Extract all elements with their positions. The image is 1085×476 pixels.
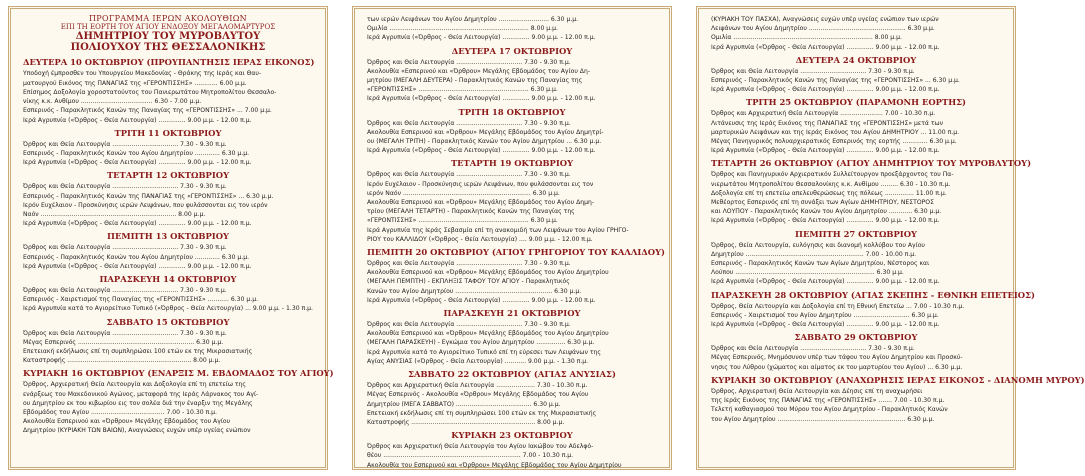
day-heading: ΠΕΜΠΤΗ 27 ΟΚΤΩΒΡΙΟΥ bbox=[795, 228, 917, 239]
service-line: Ιερά Αγρυπνία («Όρθρος - Θεία Λειτουργία) .............. 9.00 μ.μ. - 12.00 π.μ. bbox=[367, 95, 596, 103]
service-line: Μέγας Εσπερινός, Μνημόσυνον υπέρ των τάφου του Αγίου Δημητρίου και Προσκύ- bbox=[711, 354, 963, 362]
service-line: Ιερά Αγρυπνία («Όρθρος - Θεία Λειτουργία) .............. 9.00 μ.μ. - 12.00 π.μ. bbox=[711, 278, 940, 286]
service-line: Ομιλία ........................................................................ 8.00 μ.μ. bbox=[711, 34, 902, 42]
service-line: (ΚΥΡΙΑΚΗ ΤΟΥ ΠΑΣΧΑ), Αναγνώσεις ευχών υπέρ υγείας ενώπιον των ιερών bbox=[711, 16, 939, 23]
service-line: και ΛΟΥΠΟΥ - Παρακλητικός Κανών του Αγίου Δημητρίου ............ 6.30 μ.μ. bbox=[711, 208, 942, 216]
day-heading: ΤΕΤΑΡΤΗ 26 ΟΚΤΩΒΡΙΟΥ (ΑΓΙΟΥ ΔΗΜΗΤΡΙΟΥ ΤΟΥ ΜΥΡΟΒΛΥΤΟΥ) bbox=[711, 158, 1032, 169]
service-line: Μέγας Εσπερινός ............................................................ 6.30 μ.μ. bbox=[23, 338, 224, 346]
day-heading: ΠΑΡΑΣΚΕΥΗ 14 ΟΚΤΩΒΡΙΟΥ bbox=[99, 273, 237, 284]
service-line: Ομιλία ........................................................................ 8.00 μ.μ. bbox=[367, 25, 558, 33]
service-line: Όρθρος και Θεία Λειτουργία .................................. 7.30 - 9.30 π.μ. bbox=[367, 260, 571, 268]
day-heading: ΚΥΡΙΑΚΗ 30 ΟΚΤΩΒΡΙΟΥ (ΑΝΑΧΩΡΗΣΙΣ ΙΕΡΑΣ ΕΙΚΟΝΟΣ - ΔΙΑΝΟΜΗ ΜΥΡΟΥ) bbox=[711, 374, 1085, 385]
service-line: (ΜΕΓΑΛΗ ΠΕΜΠΤΗ) - ΕΚΠΛΗΞΙΣ ΤΑΦΟΥ ΤΟΥ ΑΓΙΟΥ - Παρακλητικός bbox=[367, 278, 570, 286]
service-line: Εσπερινός - Παρακλητικός Κανών του Αγίου Δημητρίου ............. 6.30 μ.μ. bbox=[23, 149, 250, 157]
service-line: Ακολουθία Εσπερινού και «Όρθρου» Μεγάλης Εβδομάδος του Αγίου bbox=[23, 418, 231, 426]
day-heading: ΣΑΒΒΑΤΟ 29 ΟΚΤΩΒΡΙΟΥ bbox=[794, 332, 918, 343]
service-line: Ακολουθία Εσπερινού και «Όρθρου» Μεγάλης Εβδομάδος του Αγίου Δημητρί- bbox=[367, 128, 604, 136]
service-line: Λιτάνευσις της Ιεράς Εικόνος της ΠΑΝΑΓΙΑΣ της «ΓΕΡΟΝΤΙΣΣΗΣ» μετά των bbox=[711, 119, 943, 127]
service-line: Μέγας Πανηγυρικός πολυαρχιερατικός Εσπερινός της εορτής ............. 6.30 μ.μ. bbox=[711, 138, 957, 146]
service-line: Μεθέορτος Εσπερινός επί τη συνάξει των Αγίων ΔΗΜΗΤΡΙΟΥ, ΝΕΣΤΟΡΟΣ bbox=[711, 199, 934, 207]
service-line: ιερόν Ναόν .................................................................. 6.30 μ.μ. bbox=[367, 189, 560, 197]
header-line-1: ΠΡΟΓΡΑΜΜΑ ΙΕΡΩΝ ΑΚΟΛΟΥΘΙΩΝ bbox=[89, 14, 247, 23]
schedule-column-1 bbox=[8, 6, 334, 470]
header-line-3: ΔΗΜΗΤΡΙΟΥ ΤΟΥ ΜΥΡΟΒΛΥΤΟΥ bbox=[75, 31, 261, 43]
service-line: Εσπερινός - Παρακλητικός Κανών της Παναγίας της «ΓΕΡΟΝΤΙΣΣΗΣ» ... 6.30 μ.μ. bbox=[711, 77, 960, 85]
service-line: ου Δημητρίου εκ του κιβωρίου εις τον σολέα διά την έναρξιν της Μεγάλης bbox=[23, 399, 253, 407]
day-heading: ΚΥΡΙΑΚΗ 16 ΟΚΤΩΒΡΙΟΥ (ΕΝΑΡΞΙΣ Μ. ΕΒΔΟΜΑΔΟΣ ΤΟΥ ΑΓΙΟΥ) bbox=[23, 368, 334, 379]
day-heading: ΠΑΡΑΣΚΕΥΗ 21 ΟΚΤΩΒΡΙΟΥ bbox=[443, 308, 581, 319]
service-line: Λούπου ........................................................................ 6.30 μ.μ. bbox=[711, 269, 904, 277]
service-line: Ιερόν Ευχέλαιον - Προσκύνησις ιερών Λειψάνων, που φυλάσσονται εις τον ιερόν bbox=[23, 201, 268, 209]
service-line: Όρθρος και Θεία Λειτουργία .................................. 7.30 - 9.30 π.μ. bbox=[367, 321, 571, 329]
service-line: Όρθρος, Θεία Λειτουργία και Δοξολογία επί τη Εθνική Επετείω ... 7.00 - 10.30 π.μ. bbox=[711, 302, 965, 310]
service-line: του Αγίου Δημητρίου .................................................................. 6.30 μ.μ. bbox=[711, 415, 935, 423]
service-line: Ιερά Αγρυπνία («Όρθρος - Θεία Λειτουργία) .............. 9.00 μ.μ. - 12.00 π.μ. bbox=[23, 159, 252, 167]
service-line: ου (ΜΕΓΑΛΗ ΤΡΙΤΗ) - Παρακλητικός Κανών του Αγίου Δημητρίου ... 6.30 μ.μ. bbox=[367, 138, 602, 146]
day-heading: ΠΕΜΠΤΗ 13 ΟΚΤΩΒΡΙΟΥ bbox=[107, 231, 229, 242]
service-line: μητρίου (ΜΕΓΑΛΗ ΔΕΥΤΕΡΑ) - Παρακλητικός Κανών της Παναγίας της bbox=[367, 77, 583, 85]
service-line: θέου ....................................................................... 7.00 - 10.30 π.μ. bbox=[367, 452, 574, 460]
service-line: Αγίας ΑΝΥΣΙΑΣ («Όρθρος - Θεία Λειτουργία) ........... 9.00 μ.μ. - 1.30 π.μ. bbox=[367, 357, 589, 365]
service-line: Ιερά Αγρυπνία («Όρθρος - Θεία Λειτουργία) .............. 9.00 μ.μ. - 12.00 π.μ. bbox=[23, 220, 252, 228]
day-heading: ΠΕΜΠΤΗ 20 ΟΚΤΩΒΡΙΟΥ (ΑΓΙΟΥ ΓΡΗΓΟΡΙΟΥ ΤΟΥ ΚΑΛΛΙΔΟΥ) bbox=[367, 247, 666, 258]
service-line: Όρθρος και Θεία Λειτουργία .................................. 7.30 - 9.30 π.μ. bbox=[23, 244, 227, 252]
service-line: Επετειακή εκδήλωσις επί τη συμπληρώσει 100 ετών εκ της Μικρασιατικής bbox=[23, 347, 253, 355]
service-line: Όρθρος και Θεία Λειτουργία .................................. 7.30 - 9.30 π.μ. bbox=[23, 183, 227, 191]
service-line: Όρθρος, Αρχιερατική Θεία Λειτουργία και Δέησις επί τη αναχωρήσει bbox=[711, 387, 923, 395]
service-line: Επετειακή εκδήλωσις επί τη συμπληρώσει 100 ετών εκ της Μικρασιατικής bbox=[367, 409, 597, 417]
service-line: Δημητρίου (ΜΕΓΑ ΣΑΒΒΑΤΟ) ....................................... 6.30 μ.μ. bbox=[367, 400, 561, 408]
service-line: Εσπερινός - Παρακλητικός Κανών των Αγίων Δημητρίου, Νέστορος και bbox=[711, 260, 930, 268]
service-line: Ακολουθία Εσπερινού και «Όρθρου» Μεγάλης Εβδομάδος του Αγίου Δημη- bbox=[367, 199, 595, 207]
day-heading: ΚΥΡΙΑΚΗ 23 ΟΚΤΩΒΡΙΟΥ bbox=[451, 430, 573, 441]
service-line: «ΓΕΡΟΝΤΙΣΣΗΣ» ......................................................... 6.30 μ.μ. bbox=[367, 217, 558, 225]
day-heading: ΤΡΙΤΗ 18 ΟΚΤΩΒΡΙΟΥ bbox=[458, 106, 566, 117]
service-line: Δοξολογία επί τη επετείω απελευθερώσεως της πόλεως ............... 11.00 π.μ. bbox=[711, 189, 947, 197]
schedule-column-2 bbox=[352, 6, 672, 470]
service-line: Καταστροφής ................................................................ 8.00 μ.μ. bbox=[367, 418, 565, 426]
service-line: νησις του Λύθρου (χώματος και αίματος εκ του μαρτυρίου του Αγίου) ... 6.30 μ.μ. bbox=[711, 363, 963, 371]
schedule-column-3 bbox=[696, 6, 1085, 470]
service-line: Ιερά Αγρυπνία («Όρθρος - Θεία Λειτουργία) .............. 9.00 μ.μ. - 12.00 π.μ. bbox=[23, 262, 252, 270]
service-line: Όρθρος και Πανηγυρικόν Αρχιερατικόν Συλλείτουργον προεξάρχοντος του Πα- bbox=[711, 171, 954, 179]
service-line: Όρθρος και Θεία Λειτουργία .................................. 7.30 - 9.30 π.μ. bbox=[23, 329, 227, 337]
service-line: Εβδομάδος του Αγίου ...................................... 7.00 - 10.30 π.μ. bbox=[23, 408, 217, 416]
service-line: ματουργού Εικόνος της ΠΑΝΑΓΙΑΣ της «ΓΕΡΟΝΤΙΣΣΗΣ» ............ 6.00 μ.μ. bbox=[23, 79, 247, 87]
service-line: Ιερά Αγρυπνία κατά το Αγιορείτικο Τυπικό επί τη εύρεσει των Λειψάνων της bbox=[367, 348, 601, 356]
service-line: Εσπερινός - Χαιρετισμοί του Αγίου Δημητρίου ............................. 6.30 μ.μ. bbox=[711, 311, 939, 319]
day-heading: ΣΑΒΒΑΤΟ 22 ΟΚΤΩΒΡΙΟΥ (ΑΓΙΑΣ ΑΝΥΣΙΑΣ) bbox=[408, 369, 616, 380]
day-heading: ΤΕΤΑΡΤΗ 19 ΟΚΤΩΒΡΙΟΥ bbox=[450, 158, 574, 169]
service-line: Ιερά Αγρυπνία («Όρθρος - Θεία Λειτουργία) .............. 9.00 μ.μ. - 12.00 π.μ. bbox=[711, 217, 940, 225]
service-line: Ακολουθία Εσπερινού και «Όρθρου» Μεγάλης Εβδομάδος του Αγίου Δημητρίου bbox=[367, 330, 609, 338]
service-line: της Ιεράς Εικόνος της ΠΑΝΑΓΙΑΣ της «ΓΕΡΟΝΤΙΣΣΗΣ» ....... 7.00 - 10.30 π.μ. bbox=[711, 397, 945, 405]
service-line: Ιερά Αγρυπνία κατά το Αγιορείτικο Τυπικό («Όρθρος - Θεία Λειτουργία) ... 9.00 μ.μ. - 1.30 π.μ. bbox=[23, 305, 313, 313]
service-line: «ΓΕΡΟΝΤΙΣΣΗΣ» ......................................................... 6.30 μ.μ. bbox=[367, 86, 558, 94]
service-line: Όρθρος και Θεία Λειτουργία .................................. 7.30 - 9.30 π.μ. bbox=[711, 345, 915, 353]
service-line: Όρθρος και Θεία Λειτουργία .................................. 7.30 - 9.30 π.μ. bbox=[367, 171, 571, 179]
service-line: Ιερά Αγρυπνία («Όρθρος - Θεία Λειτουργία) .............. 9.00 μ.μ. - 12.00 π.μ. bbox=[367, 34, 596, 42]
service-line: Όρθρος, Αρχιερατική Θεία Λειτουργία και Δοξολογία επί τη επετείω της bbox=[23, 381, 247, 389]
service-line: Ιερά Αγρυπνία («Όρθρος - Θεία Λειτουργία) .............. 9.00 μ.μ. - 12.00 π.μ. bbox=[367, 296, 596, 304]
service-line: (ΜΕΓΑΛΗ ΠΑΡΑΣΚΕΥΗ) - Εγκώμια του Αγίου Δημητρίου ............... 6.30 μ.μ. bbox=[367, 339, 595, 347]
service-line: ενάρξεως του Μακεδονικού Αγώνος, μεταφορά της Ιεράς Λάρνακος του Αγί- bbox=[23, 390, 259, 398]
service-line: νίκης κ.κ. Ανθίμου ..................................... 6.30 - 7.00 μ.μ. bbox=[23, 98, 202, 106]
service-line: Μέγας Εσπερινός - Ακολουθία «Όρθρου» Μεγάλης Εβδομάδος του Αγίου bbox=[367, 391, 589, 399]
service-line: Λειψάνων του Αγίου Δημητρίου .................................................. 6.30 μ.μ. bbox=[711, 25, 935, 33]
service-line: Καταστροφής ................................................................ 8.00 μ.μ. bbox=[23, 357, 221, 365]
service-line: Ναόν ...................................................................... 8.00 μ.μ. bbox=[23, 210, 206, 218]
service-line: νιερωτάτου Μητροπολίτου Θεσσαλονίκης κ.κ. Ανθίμου ......... 6.30 - 10.30 π.μ. bbox=[711, 180, 951, 188]
service-line: ΡΙΟΥ του ΚΑΛΛΙΔΟΥ («Όρθρος - Θεία Λειτουργία) .... 9.00 μ.μ. - 12.00 π.μ. bbox=[367, 235, 593, 243]
service-line: Ιερά Αγρυπνία («Όρθρος - Θεία Λειτουργία) .............. 9.00 μ.μ. - 12.00 π.μ. bbox=[711, 321, 940, 329]
service-line: Όρθρος και Θεία Λειτουργία .................................. 7.30 - 9.30 π.μ. bbox=[367, 119, 571, 127]
service-line: Εσπερινός - Χαιρετισμοί της Παναγίας της «ΓΕΡΟΝΤΙΣΣΗΣ» ........... 6.30 μ.μ. bbox=[23, 296, 259, 304]
day-heading: ΔΕΥΤΕΡΑ 10 ΟΚΤΩΒΡΙΟΥ (ΠΡΟΥΠΑΝΤΗΣΙΣ ΙΕΡΑΣ ΕΙΚΟΝΟΣ) bbox=[23, 57, 315, 68]
service-line: Εσπερινός - Παρακλητικός Κανών του Αγίου Δημητρίου ............. 6.30 μ.μ. bbox=[23, 253, 250, 261]
service-line: Όρθρος, Θεία Λειτουργία, ευλόγησις και διανομή κολλύβου του Αγίου bbox=[711, 241, 925, 249]
service-line: μαρτυρικών Λειψάνων και της Ιεράς Εικόνος του Αγίου ΔΗΜΗΤΡΙΟΥ ... 11.00 π.μ. bbox=[711, 128, 960, 136]
day-heading: ΤΡΙΤΗ 25 ΟΚΤΩΒΡΙΟΥ (ΠΑΡΑΜΟΝΗ ΕΟΡΤΗΣ) bbox=[745, 97, 967, 108]
service-line: Κανών του Αγίου Δημητρίου .................................................. 6.30 μ.μ. bbox=[367, 287, 582, 295]
service-line: Ιερά Αγρυπνία («Όρθρος - Θεία Λειτουργία) .............. 9.00 μ.μ. - 12.00 π.μ. bbox=[23, 116, 252, 124]
service-line: Ακολουθία Εσπερινού και «Όρθρου» Μεγάλης Εβδομάδος του Αγίου Δημητρίου bbox=[367, 269, 609, 277]
day-heading: ΤΡΙΤΗ 11 ΟΚΤΩΒΡΙΟΥ bbox=[114, 127, 222, 138]
service-line: Επίσημος Δοξολογία χοροστατούντος του Πανιερωτάτου Μητροπολίτου Θεσσαλο- bbox=[23, 88, 277, 96]
service-line: Ακολουθία «Εσπερινού και «Όρθρου» Μεγάλης Εβδομάδος του Αγίου Δη- bbox=[367, 67, 591, 75]
service-line: τρίου (ΜΕΓΑΛΗ ΤΕΤΑΡΤΗ) - Παρακλητικός Κανών της Παναγίας της bbox=[367, 208, 575, 216]
day-heading: ΣΑΒΒΑΤΟ 15 ΟΚΤΩΒΡΙΟΥ bbox=[106, 316, 230, 327]
service-line: Ιερά Αγρυπνία («Όρθρος - Θεία Λειτουργία) .............. 9.00 μ.μ. - 12.00 π.μ. bbox=[711, 86, 940, 94]
day-heading: ΔΕΥΤΕΡΑ 24 ΟΚΤΩΒΡΙΟΥ bbox=[795, 54, 917, 65]
service-line: Ιερά Αγρυπνία («Όρθρος - Θεία Λειτουργία) .............. 9.00 μ.μ. - 12.00 π.μ. bbox=[711, 147, 940, 155]
service-line: Όρθρος και Αρχιερατική Θεία Λειτουργία ...................... 7.00 - 10.30 π.μ. bbox=[711, 110, 936, 118]
service-line: Δημητρίου (ΚΥΡΙΑΚΗ ΤΩΝ ΒΑΙΩΝ), Αναγνώσεις ευχών υπέρ υγείας ενώπιον bbox=[23, 427, 251, 435]
service-line: Ιερόν Ευχέλαιον - Προσκύνησις ιερών Λειψάνων, που φυλάσσονται εις τον bbox=[367, 180, 594, 188]
header-line-2: ΕΠΙ ΤΗ ΕΟΡΤΗ ΤΟΥ ΑΓΙΟΥ ΕΝΔΟΞΟΥ ΜΕΓΑΛΟΜΑΡΤΥΡΟΣ bbox=[60, 22, 276, 31]
header-line-4: ΠΟΛΙΟΥΧΟΥ ΤΗΣ ΘΕΣΣΑΛΟΝΙΚΗΣ bbox=[70, 42, 266, 54]
day-heading: ΔΕΥΤΕΡΑ 17 ΟΚΤΩΒΡΙΟΥ bbox=[451, 45, 573, 56]
service-line: Ιερά Αγρυπνία («Όρθρος - Θεία Λειτουργία) .............. 9.00 μ.μ. - 12.00 π.μ. bbox=[367, 147, 596, 155]
service-line: Όρθρος και Θεία Λειτουργία .................................. 7.30 - 9.30 π.μ. bbox=[23, 286, 227, 294]
schedule-header bbox=[23, 15, 313, 53]
service-line: Όρθρος και Αρχιερατική Θεία Λειτουργία του Αγίου Ιακώβου του Αδελφό- bbox=[367, 443, 594, 451]
service-line: Όρθρος και Θεία Λειτουργία .................................. 7.30 - 9.30 π.μ. bbox=[367, 58, 571, 66]
service-line: Ιερά Αγρυπνία της Ιεράς Σεβασμία επί τη ανακομιδή των Λειψάνων του Αγίου ΓΡΗΓΟ- bbox=[367, 226, 629, 234]
service-line: Εσπερινός - Παρακλητικός Κανών της ΠΑΝΑΓΙΑΣ της «ΓΕΡΟΝΤΙΣΣΗΣ» ... 6.30 μ.μ. bbox=[23, 192, 274, 200]
service-line: Υποδοχή έμπροσθεν του Υπουργείου Μακεδονίας - Θράκης της Ιεράς και Θαυ- bbox=[23, 70, 262, 78]
service-line: Δημητρίου ............................................................. 7.00 - 10.00 π.μ. bbox=[711, 250, 917, 258]
service-line: Εσπερινός - Παρακλητικός Κανών της Παναγίας της «ΓΕΡΟΝΤΙΣΣΗΣ» ... 7.00 μ.μ. bbox=[23, 107, 272, 115]
service-line: Ιερά Αγρυπνία («Όρθρος - Θεία Λειτουργία) .............. 9.00 μ.μ. - 12.00 π.μ. bbox=[711, 43, 940, 51]
service-line: Όρθρος και Θεία Λειτουργία .................................. 7.30 - 9.30 π.μ. bbox=[711, 67, 915, 75]
service-line: των ιερών Λειψάνων του Αγίου Δημητρίου .......................... 6.30 μ.μ. bbox=[367, 16, 579, 23]
day-heading: ΠΑΡΑΣΚΕΥΗ 28 ΟΚΤΩΒΡΙΟΥ (ΑΓΙΑΣ ΣΚΕΠΗΣ - ΕΘΝΙΚΗ ΕΠΕΤΕΙΟΣ) bbox=[711, 289, 1035, 300]
service-line: Όρθρος και Θεία Λειτουργία .................................. 7.30 - 9.30 π.μ. bbox=[23, 140, 227, 148]
day-heading: ΤΕΤΑΡΤΗ 12 ΟΚΤΩΒΡΙΟΥ bbox=[106, 170, 230, 181]
service-line: Ακολουθία του Εσπερινού και «Όρθρου» Μεγάλης Εβδομάδος του Αγίου Δημητρίου bbox=[367, 461, 622, 469]
service-line: Τελετή καθαγιασμού του Μύρου του Αγίου Δημητρίου - Παρακλητικός Κανών bbox=[711, 406, 948, 414]
service-line: Όρθρος και Αρχιερατική Θεία Λειτουργία .................... 7.30 - 10.30 π.μ. bbox=[367, 382, 588, 390]
